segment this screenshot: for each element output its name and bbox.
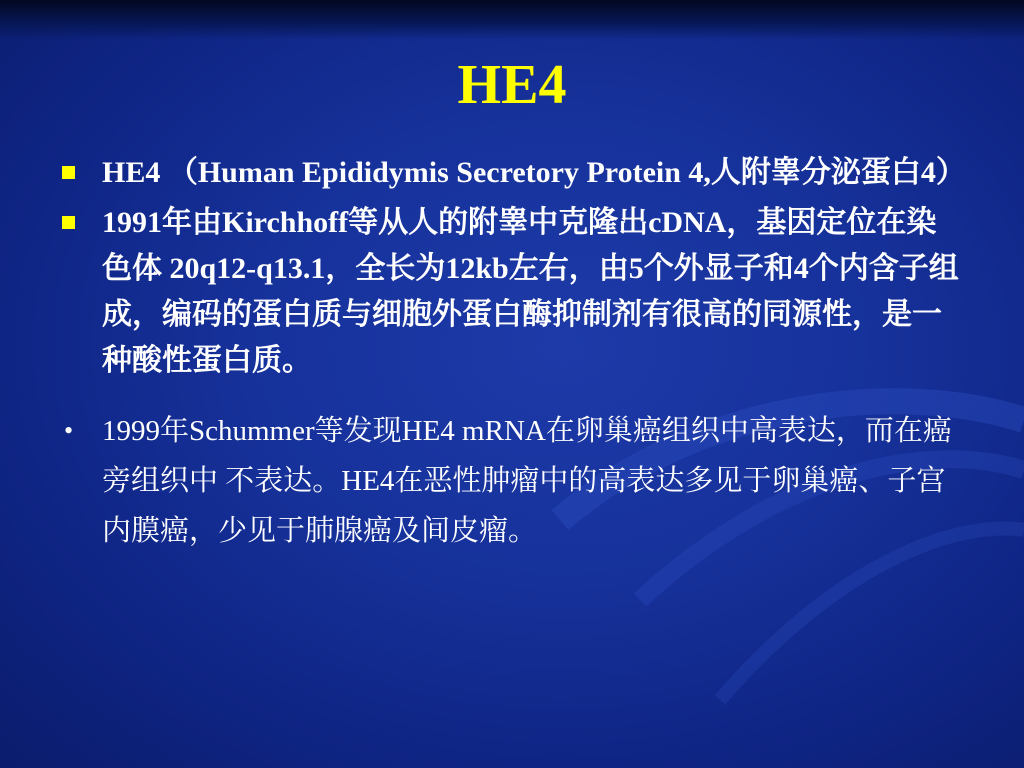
yellow-square-bullet-icon: [62, 166, 75, 179]
bullet-text-3: 1999年Schummer等发现HE4 mRNA在卵巢癌组织中高表达，而在癌旁组织中 不表达。HE4在恶性肿瘤中的高表达多见于卵巢癌、子宫内膜癌，少见于肺腺癌及间皮瘤。: [102, 415, 952, 547]
round-dot-bullet-icon: •: [64, 416, 74, 445]
yellow-square-bullet-icon: [62, 216, 75, 229]
bullet-item-1: [62, 150, 966, 196]
bullet-item-2: [62, 200, 962, 384]
bullet-item-3: [62, 406, 962, 556]
bullet-list: [62, 150, 966, 556]
bullet-text-2: 1991年由Kirchhoff等从人的附睾中克隆出cDNA，基因定位在染色体 20q12-q13.1，全长为12kb左右，由5个外显子和4个内含子组成，编码的蛋白质与细胞外蛋白酶抑制剂有很高的同源性，是一种酸性蛋白质。: [102, 206, 959, 377]
slide-title: HE4: [457, 54, 567, 116]
bullet-text-1: HE4 （Human Epididymis Secretory Protein 4,人附睾分泌蛋白4）: [102, 156, 966, 189]
